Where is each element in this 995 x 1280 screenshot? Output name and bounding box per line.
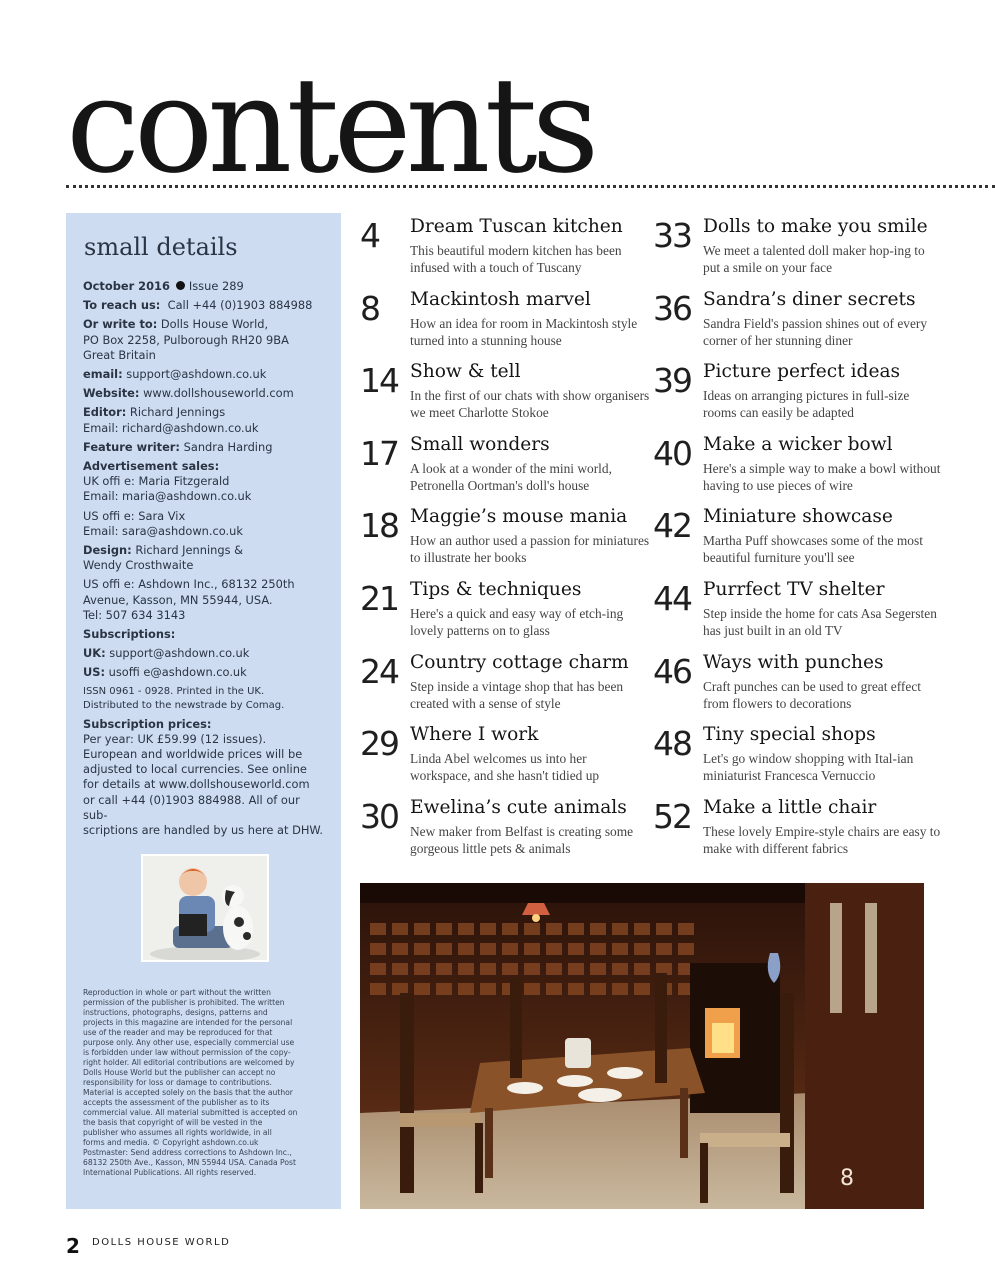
entry-description: We meet a talented doll maker hop-ing to put a smile on your face — [703, 243, 925, 275]
contents-entry[interactable] — [653, 577, 937, 647]
subs-heading: Subscriptions: — [83, 627, 176, 642]
subs-us-line — [83, 665, 325, 680]
website-link[interactable]: www.dollshouseworld.com — [143, 386, 294, 401]
issue-line — [83, 279, 325, 294]
write-line: Great Britain — [83, 347, 156, 362]
editor-email: Email: richard@ashdown.co.uk — [83, 420, 259, 435]
contents-entry[interactable] — [360, 650, 640, 720]
legal-line: projects in this magazine are intended for the personal — [83, 1018, 293, 1028]
editor-block — [83, 405, 325, 435]
contents-entry[interactable] — [360, 432, 640, 502]
legal-notice — [83, 988, 315, 1178]
issue-date: October 2016 — [83, 279, 170, 293]
entry-description: Step inside a vintage shop that has been created with a sense of style — [410, 679, 624, 711]
legal-line: forms and media. © Copyright ashdown.co.uk — [83, 1138, 259, 1148]
entry-page-number: 48 — [653, 724, 691, 763]
legal-line: 68132 250th Ave., Kasson, MN 55944 USA. Canada Post — [83, 1158, 296, 1168]
distributed: Distributed to the newstrade by Comag. — [83, 699, 285, 711]
bullet-icon — [176, 281, 185, 290]
page-title: contents — [66, 49, 594, 203]
page-folio: 2 — [66, 1234, 80, 1258]
entry-description: In the first of our chats with show organisers we meet Charlotte Stokoe — [410, 388, 650, 420]
entry-page-number: 44 — [653, 579, 691, 618]
contents-entry[interactable] — [653, 214, 933, 284]
contents-entry[interactable] — [360, 214, 640, 284]
entry-description: How an author used a passion for miniatures to illustrate her books — [410, 533, 650, 565]
issn: ISSN 0961 - 0928. — [83, 685, 174, 697]
entry-title: Tips & techniques — [410, 579, 582, 600]
website-line — [83, 386, 325, 401]
entry-page-number: 46 — [653, 652, 691, 691]
prices-line: scriptions are handled by us here at DHW. — [83, 823, 323, 838]
entry-description: Craft punches can be used to great effect from flowers to decorations — [703, 679, 921, 711]
subs-us-label: US: — [83, 665, 106, 680]
entry-page-number: 52 — [653, 797, 691, 836]
ads-uk-email: Email: maria@ashdown.co.uk — [83, 489, 252, 504]
entry-page-number: 21 — [360, 579, 398, 618]
sidebar-title: small details — [84, 233, 238, 261]
entry-title: Tiny special shops — [703, 724, 876, 745]
legal-line: accepts the assessment of the publisher as to its — [83, 1098, 270, 1108]
entry-title: Ewelina’s cute animals — [410, 797, 627, 818]
ads-us-email: Email: sara@ashdown.co.uk — [83, 523, 243, 538]
reach-value: Call +44 (0)1903 884988 — [167, 298, 313, 313]
contents-entry[interactable] — [360, 722, 640, 792]
contents-entry[interactable] — [653, 504, 933, 574]
entry-page-number: 33 — [653, 216, 691, 255]
ads-us-block — [83, 509, 325, 539]
entry-description: Linda Abel welcomes us into her workspace, and she hasn't tidied up — [410, 751, 600, 783]
entry-description: Here's a simple way to make a bowl without having to use pieces of wire — [703, 461, 941, 493]
contents-entry[interactable] — [360, 577, 640, 647]
contents-entry[interactable] — [653, 795, 941, 865]
us-office-line: Avenue, Kasson, MN 55944, USA. — [83, 592, 273, 607]
entry-page-number: 39 — [653, 361, 691, 400]
email-value[interactable]: support@ashdown.co.uk — [126, 367, 267, 382]
legal-line: is forbidden under law without permission of the copy- — [83, 1048, 291, 1058]
entry-page-number: 14 — [360, 361, 398, 400]
us-office-line: Tel: 507 634 3143 — [83, 607, 186, 622]
dining-room-illustration — [360, 883, 924, 1209]
entry-page-number: 18 — [360, 506, 398, 545]
legal-line: right holder. All editorial contributions are welcomed by — [83, 1058, 295, 1068]
legal-line: International Publications. All rights reserved. — [83, 1168, 257, 1178]
contents-entry[interactable] — [360, 504, 650, 574]
contents-entry[interactable] — [653, 722, 933, 792]
entry-title: Mackintosh marvel — [410, 289, 591, 310]
entry-description: Sandra Field's passion shines out of every corner of her stunning diner — [703, 316, 928, 348]
entry-page-number: 4 — [360, 216, 379, 255]
prices-line: for details at www.dollshouseworld.com — [83, 777, 310, 792]
editor-label: Editor: — [83, 405, 127, 420]
subs-uk-line — [83, 646, 325, 661]
entry-page-number: 36 — [653, 289, 691, 328]
entry-title: Miniature showcase — [703, 506, 893, 527]
entry-description: Ideas on arranging pictures in full-size rooms can easily be adapted — [703, 388, 910, 420]
prices-line: or call +44 (0)1903 884988. All of our sub- — [83, 792, 300, 822]
entry-title: Where I work — [410, 724, 539, 745]
entry-description: These lovely Empire-style chairs are easy to make with different fabrics — [703, 824, 941, 856]
design-name: Wendy Crosthwaite — [83, 558, 194, 573]
entry-title: Show & tell — [410, 361, 521, 382]
entry-page-number: 24 — [360, 652, 398, 691]
entry-title: Dream Tuscan kitchen — [410, 216, 623, 237]
legal-line: commercial value. All material submitted is accepted on — [83, 1108, 298, 1118]
entry-description: A look at a wonder of the mini world, Petronella Oortman's doll's house — [410, 461, 612, 493]
prices-line: adjusted to local currencies. See online — [83, 762, 307, 777]
legal-line: Material is accepted solely on the basis that the author — [83, 1088, 293, 1098]
ads-uk: UK offi e: Maria Fitzgerald — [83, 474, 230, 489]
contents-entry[interactable] — [360, 359, 650, 429]
feature-writer-line — [83, 440, 325, 455]
subs-us-email[interactable]: usoffi e@ashdown.co.uk — [108, 665, 247, 680]
feature-label: Feature writer: — [83, 439, 180, 454]
contents-entry[interactable] — [360, 287, 640, 357]
editor-name: Richard Jennings — [129, 405, 226, 420]
entry-description: How an idea for room in Mackintosh style turned into a stunning house — [410, 316, 638, 348]
write-line: PO Box 2258, Pulborough RH20 9BA — [83, 332, 289, 347]
reach-line — [83, 298, 325, 313]
contents-entry[interactable] — [653, 287, 933, 357]
issue-number: Issue 289 — [188, 279, 244, 293]
legal-line: Dolls House World but the publisher can accept no — [83, 1068, 276, 1078]
subs-uk-email[interactable]: support@ashdown.co.uk — [109, 646, 250, 661]
legal-line: permission of the publisher is prohibited. The written — [83, 998, 285, 1008]
entry-title: Sandra’s diner secrets — [703, 289, 916, 310]
ads-label: Advertisement sales: — [83, 459, 220, 474]
magazine-name: DOLLS HOUSE WORLD — [92, 1237, 231, 1248]
entry-title: Dolls to make you smile — [703, 216, 928, 237]
subs-uk-label: UK: — [83, 646, 106, 661]
entry-page-number: 8 — [360, 289, 379, 328]
entry-title: Make a little chair — [703, 797, 877, 818]
entry-title: Ways with punches — [703, 652, 884, 673]
us-office-line: US offi e: Ashdown Inc., 68132 250th — [83, 577, 295, 592]
design-name: Richard Jennings & — [135, 543, 244, 558]
entry-description: Let's go window shopping with Ital-ian miniaturist Francesca Vernuccio — [703, 751, 914, 783]
entry-title: Small wonders — [410, 434, 550, 455]
legal-line: use of the reader and may be reproduced for that — [83, 1028, 273, 1038]
entry-title: Maggie’s mouse mania — [410, 506, 628, 527]
design-label: Design: — [83, 543, 132, 558]
entry-title: Country cottage charm — [410, 652, 629, 673]
printed: Printed in the UK. — [176, 685, 265, 697]
entry-title: Make a wicker bowl — [703, 434, 893, 455]
write-line: Dolls House World, — [160, 317, 269, 332]
entry-description: Here's a quick and easy way of etch-ing lovely patterns on to glass — [410, 606, 624, 638]
entry-page-number: 40 — [653, 434, 691, 473]
write-label: Or write to: — [83, 317, 158, 332]
legal-line: purpose only. Any other use, especially commercial use — [83, 1038, 295, 1048]
entry-description: Martha Puff showcases some of the most beautiful furniture you'll see — [703, 533, 923, 565]
prices-line: Per year: UK £59.99 (12 issues). — [83, 731, 267, 746]
entry-page-number: 42 — [653, 506, 691, 545]
doll-photo — [141, 854, 269, 962]
contents-entry[interactable] — [653, 359, 933, 429]
us-office-block — [83, 577, 325, 623]
entry-description: New maker from Belfast is creating some gorgeous little pets & animals — [410, 824, 634, 856]
write-block — [83, 317, 325, 363]
legal-line: responsibility for loss or damage to contributions. — [83, 1078, 272, 1088]
entry-title: Picture perfect ideas — [703, 361, 901, 382]
feature-photo[interactable] — [360, 883, 924, 1209]
doll-illustration — [143, 856, 267, 960]
contents-entry[interactable] — [653, 650, 933, 720]
email-label: email: — [83, 367, 123, 382]
entry-description: This beautiful modern kitchen has been infused with a touch of Tuscany — [410, 243, 622, 275]
photo-page-number: 8 — [840, 1166, 854, 1191]
entry-page-number: 29 — [360, 724, 398, 763]
legal-line: instructions, photographs, designs, patterns and — [83, 1008, 268, 1018]
email-line — [83, 367, 325, 382]
legal-line: the basis that copyright of will be vested in the — [83, 1118, 263, 1128]
subs-label — [83, 627, 325, 642]
contents-entry[interactable] — [653, 432, 941, 502]
legal-line: Reproduction in whole or part without the written — [83, 988, 271, 998]
contents-entry[interactable] — [360, 795, 640, 865]
dotted-divider — [66, 185, 995, 188]
legal-line: publisher who assumes all rights worldwide, in all — [83, 1128, 272, 1138]
small-details-sidebar — [66, 213, 341, 1209]
prices-label: Subscription prices: — [83, 716, 212, 731]
prices-line: European and worldwide prices will be — [83, 747, 303, 762]
ads-us: US offi e: Sara Vix — [83, 508, 186, 523]
entry-title: Purrfect TV shelter — [703, 579, 885, 600]
issn-block — [83, 685, 325, 713]
website-label: Website: — [83, 386, 140, 401]
design-block — [83, 543, 325, 573]
legal-line: Postmaster: Send address corrections to Ashdown Inc., — [83, 1148, 292, 1158]
feature-name: Sandra Harding — [183, 439, 273, 454]
entry-description: Step inside the home for cats Asa Segersten has just built in an old TV — [703, 606, 937, 638]
ads-block — [83, 459, 325, 505]
prices-block — [83, 717, 325, 839]
entry-page-number: 30 — [360, 797, 398, 836]
reach-label: To reach us: — [83, 298, 161, 313]
entry-page-number: 17 — [360, 434, 398, 473]
